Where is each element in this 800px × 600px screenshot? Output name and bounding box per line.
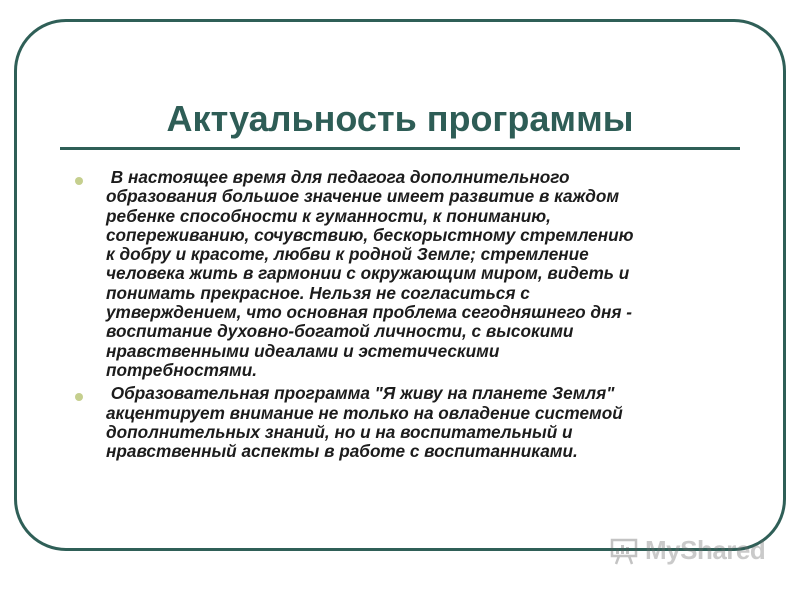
bullet-dot-icon (75, 393, 83, 401)
presentation-board-icon (609, 536, 639, 566)
bullet-list (72, 168, 732, 465)
watermark-text: MyShared (645, 535, 766, 565)
bullet-dot-icon (75, 177, 83, 185)
title-underline (60, 147, 740, 150)
bullet-item-1 (72, 168, 732, 380)
bullet-text-1: В настоящее время для педагога дополнительного образования большое значение имеет развитие в каждом ребенке способности к гуманности, к пониманию, сопереживанию, сочувствию, бескорыстному стремлению к добру и красоте, любви к родной Земле; стремление человека жить в гармонии с окружающим миром, видеть и понимать прекрасное. Нельзя не согласиться с утверждением, что основная проблема сегодняшнего дня - воспитание духовно-богатой личности, с высокими нравственными идеалами и эстетическими потребностями. (106, 167, 634, 380)
watermark (609, 535, 765, 566)
bullet-text-2: Образовательная программа "Я живу на планете Земля" акцентирует внимание не только на овладение системой дополнительных знаний, но и на воспитательный и нравственный аспекты в работе с воспитанниками. (106, 383, 623, 462)
slide-title: Актуальность программы (166, 98, 634, 139)
bullet-item-2 (72, 384, 732, 461)
